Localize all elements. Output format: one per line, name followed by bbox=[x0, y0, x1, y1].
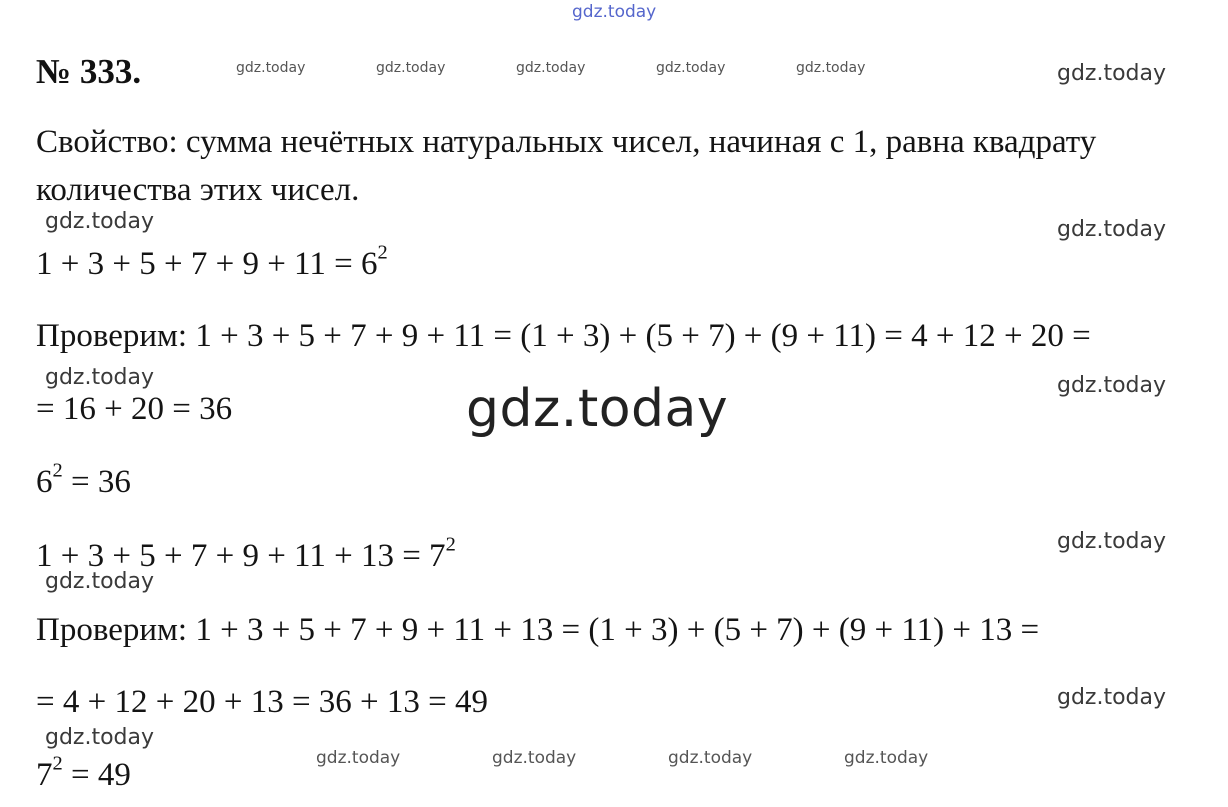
equation-1 bbox=[36, 241, 388, 282]
square-2-exponent: 2 bbox=[52, 752, 63, 775]
watermark-top: gdz.today bbox=[572, 2, 657, 22]
square-1-exponent: 2 bbox=[52, 459, 63, 482]
square-2 bbox=[36, 752, 131, 793]
watermark-right-4: gdz.today bbox=[1057, 529, 1167, 554]
square-2-base: 7 bbox=[36, 757, 53, 793]
watermark-center: gdz.today bbox=[466, 379, 729, 439]
watermark-row1-3: gdz.today bbox=[516, 60, 586, 76]
equation-1-exponent: 2 bbox=[377, 241, 388, 264]
watermark-right-2: gdz.today bbox=[1057, 217, 1167, 242]
watermark-right-3: gdz.today bbox=[1057, 373, 1167, 398]
square-1 bbox=[36, 459, 131, 500]
equation-1-text: 1 + 3 + 5 + 7 + 9 + 11 = 6 bbox=[36, 246, 378, 282]
watermark-bottom-1: gdz.today bbox=[316, 748, 401, 768]
watermark-left-4: gdz.today bbox=[45, 725, 155, 750]
watermark-left-1: gdz.today bbox=[45, 209, 155, 234]
watermark-row1-4: gdz.today bbox=[656, 60, 726, 76]
check-1-line-2: = 16 + 20 = 36 bbox=[36, 391, 233, 427]
problem-number: № 333. bbox=[36, 52, 142, 91]
equation-2-text: 1 + 3 + 5 + 7 + 9 + 11 + 13 = 7 bbox=[36, 538, 446, 574]
property-line-2: количества этих чисел. bbox=[36, 172, 360, 208]
square-1-result: = 36 bbox=[62, 464, 131, 500]
watermark-bottom-4: gdz.today bbox=[844, 748, 929, 768]
watermark-left-2: gdz.today bbox=[45, 365, 155, 390]
watermark-bottom-3: gdz.today bbox=[668, 748, 753, 768]
watermark-right-1: gdz.today bbox=[1057, 61, 1167, 86]
watermark-row1-2: gdz.today bbox=[376, 60, 446, 76]
square-2-result: = 49 bbox=[62, 757, 131, 793]
property-line-1: Свойство: сумма нечётных натуральных чисел, начиная с 1, равна квадрату bbox=[36, 124, 1097, 160]
check-1-line-1: Проверим: 1 + 3 + 5 + 7 + 9 + 11 = (1 + 3) + (5 + 7) + (9 + 11) = 4 + 12 + 20 = bbox=[36, 318, 1091, 354]
watermark-right-5: gdz.today bbox=[1057, 685, 1167, 710]
square-1-base: 6 bbox=[36, 464, 53, 500]
check-2-line-2: = 4 + 12 + 20 + 13 = 36 + 13 = 49 bbox=[36, 684, 489, 720]
equation-2-exponent: 2 bbox=[445, 533, 456, 556]
check-2-line-1: Проверим: 1 + 3 + 5 + 7 + 9 + 11 + 13 = (1 + 3) + (5 + 7) + (9 + 11) + 13 = bbox=[36, 612, 1040, 648]
watermark-row1-5: gdz.today bbox=[796, 60, 866, 76]
watermark-bottom-2: gdz.today bbox=[492, 748, 577, 768]
watermark-row1-1: gdz.today bbox=[236, 60, 306, 76]
watermark-left-3: gdz.today bbox=[45, 569, 155, 594]
